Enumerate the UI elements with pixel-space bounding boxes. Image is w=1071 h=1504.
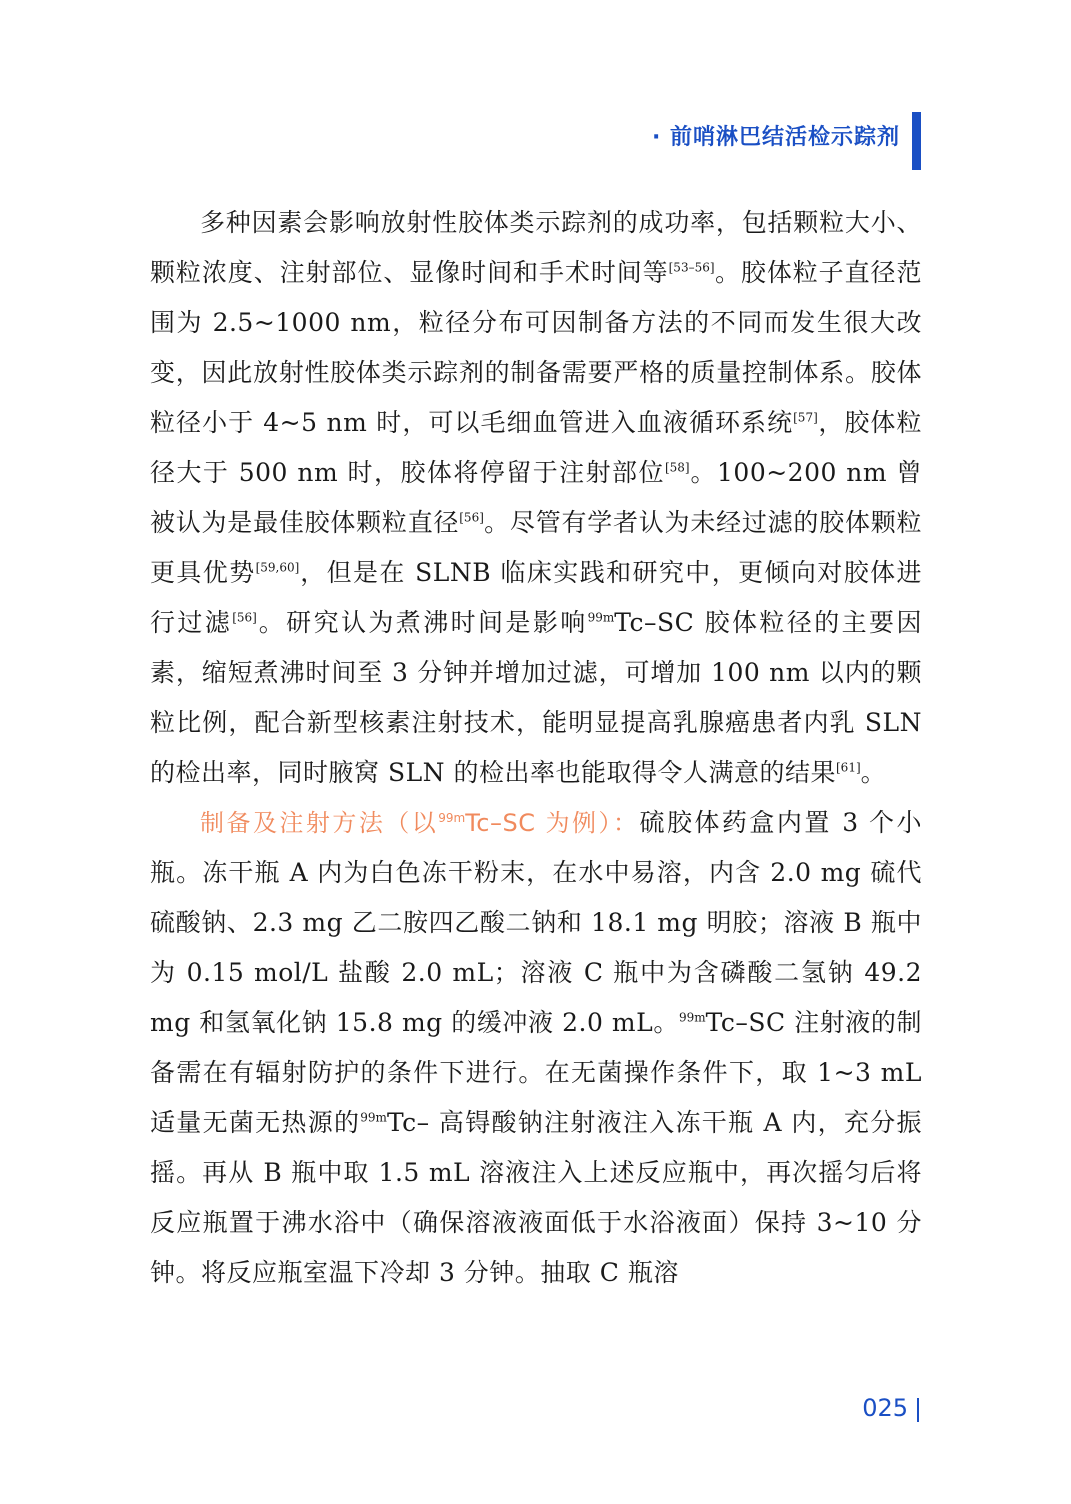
p1-text-3: ，胶体粒径大于 500 nm 时，胶体将停留于注射部位 (150, 408, 922, 487)
page-body (150, 198, 922, 1298)
p1-text-6: ，但是在 SLNB 临床实践和研究中，更倾向对胶体进行过滤 (150, 558, 922, 637)
p1-text-4: 。100~200 nm 曾被认为是最佳胶体颗粒直径 (150, 458, 922, 537)
section-heading (200, 809, 639, 837)
citation-59-60: [59,60] (255, 560, 300, 575)
isotope-superscript: 99m (678, 1010, 706, 1025)
header-accent-bar (912, 112, 921, 170)
paragraph-preparation-method (150, 798, 922, 1298)
heading-isotope-superscript: 99m (438, 811, 466, 825)
p2-text-1: 硫胶体药盒内置 3 个小瓶。冻干瓶 A 内为白色冻干粉末，在水中易溶，内含 2.0 mg 硫代硫酸钠、2.3 mg 乙二胺四乙酸二钠和 18.1 mg 明胶；溶液 B 瓶中为 0.15 mol/L 盐酸 2.0 mL；溶液 C 瓶中为含磷酸二氢钠 49.2 mg 和氢氧化钠 15.8 mg 的缓冲液 2.0 mL。 (150, 808, 922, 1037)
page-number: 025 (862, 1394, 908, 1422)
citation-57: [57] (793, 410, 818, 425)
paragraph-colloid-factors (150, 198, 922, 798)
isotope-superscript: 99m (587, 610, 615, 625)
citation-61: [61] (836, 760, 861, 775)
p2-text-2: Tc–SC 注射液的制备需在有辐射防护的条件下进行。在无菌操作条件下，取 1~3 mL 适量无菌无热源的 (150, 1008, 922, 1137)
citation-56-a: [56] (459, 510, 484, 525)
citation-53-56: [53–56] (668, 260, 715, 275)
p1-text-8: Tc–SC 胶体粒径的主要因素，缩短煮沸时间至 3 分钟并增加过滤，可增加 100 nm 以内的颗粒比例，配合新型核素注射技术，能明显提高乳腺癌患者内乳 SLN 的检出率，同时腋窝 SLN 的检出率也能取得令人满意的结果 (150, 608, 922, 787)
heading-text-a: 制备及注射方法（以 (200, 809, 439, 837)
p1-text-1: 多种因素会影响放射性胶体类示踪剂的成功率，包括颗粒大小、颗粒浓度、注射部位、显像时间和手术时间等 (150, 208, 922, 287)
p1-text-2: 。胶体粒子直径范围为 2.5~1000 nm，粒径分布可因制备方法的不同而发生很大改变，因此放射性胶体类示踪剂的制备需要严格的质量控制体系。胶体粒径小于 4~5 nm 时，可以毛细血管进入血液循环系统 (150, 258, 922, 437)
p2-text-3: Tc– 高锝酸钠注射液注入冻干瓶 A 内，充分振摇。再从 B 瓶中取 1.5 mL 溶液注入上述反应瓶中，再次摇匀后将反应瓶置于沸水浴中（确保溶液液面低于水浴液面）保持 3~10 分钟。将反应瓶室温下冷却 3 分钟。抽取 C 瓶溶 (150, 1108, 922, 1287)
isotope-superscript: 99m (360, 1110, 387, 1125)
page-number-bar (917, 1398, 919, 1422)
running-header: · 前哨淋巴结活检示踪剂 (651, 125, 900, 150)
heading-text-b: Tc–SC 为例）： (465, 809, 640, 837)
citation-58: [58] (664, 460, 690, 475)
p1-text-5: 。尽管有学者认为未经过滤的胶体颗粒更具优势 (150, 508, 922, 587)
p1-text-9: 。 (860, 758, 887, 787)
p1-text-7: 。研究认为煮沸时间是影响 (256, 608, 588, 637)
citation-56-b: [56] (232, 610, 257, 625)
